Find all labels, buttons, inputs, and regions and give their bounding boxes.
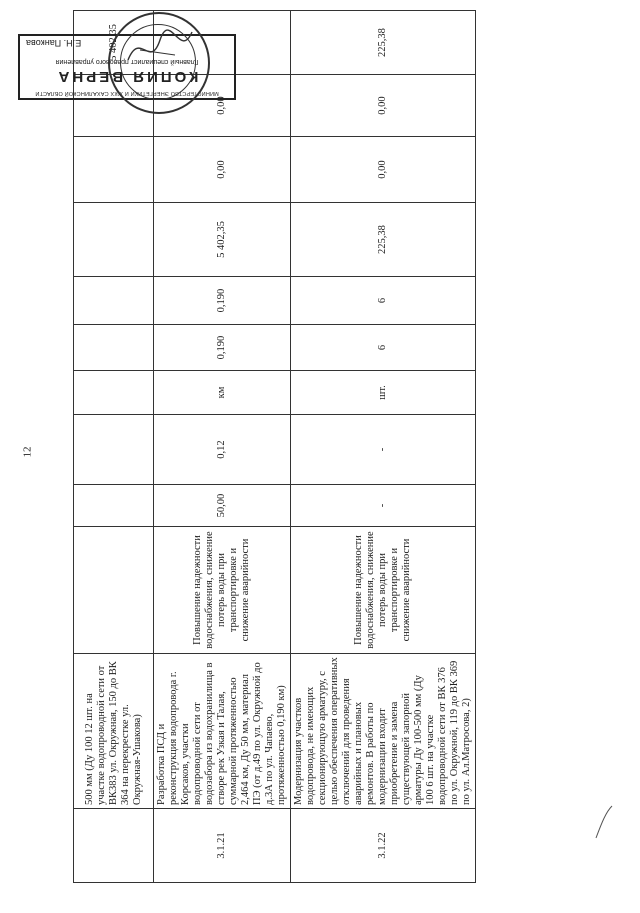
cell-value [74, 485, 154, 527]
row-number [74, 809, 154, 883]
cell-value: 50,00 [154, 485, 291, 527]
cell-value: 0,00 [154, 137, 291, 203]
cell-value: 0,190 [154, 325, 291, 371]
stamp-org: МИНИСТЕРСТВО ЭНЕРГЕТИКИ И ЖКХ САХАЛИНСКОЙ ОБЛАСТИ [35, 90, 219, 96]
cell-value: 0,12 [154, 415, 291, 485]
cell-total: 225,38 [291, 203, 476, 277]
stamp-dept: Главный специалист правового управления [55, 58, 199, 65]
cell-total: 5 402,35 [154, 203, 291, 277]
cell-value: - [291, 415, 476, 485]
cell-last: 5 402,35 [74, 11, 154, 75]
row-description: 500 мм (Ду 100 12 шт. на участке водопроводной сети от ВК383 ул. Окружная, 150 до ВК 364 на перекрестке ул. Окружная-Ушакова) [74, 654, 154, 809]
cell-unit [74, 371, 154, 415]
pen-mark [592, 802, 616, 842]
row-description: Разработка ПСД и реконструкция водопровода г. Корсаков, участки водопроводной сети от водозабора из водохранилища в створе рек Узкая и Талая, суммарной протяженностью 2,464 км, Ду 50 мм, материал ПЭ (от д.49 по ул. Окружной до д.3А по ул. Чапаево, протяженностью 0,190 км) [154, 654, 291, 809]
rotated-table-wrapper [73, 24, 472, 883]
stamp-name: Е.Н. Панкова [26, 38, 82, 48]
table-row [74, 11, 154, 883]
cell-value: 0,190 [154, 277, 291, 325]
cell-value: 0,00 [291, 75, 476, 137]
cell-unit: км [154, 371, 291, 415]
table-row [291, 11, 476, 883]
cell-value: 0,00 [154, 75, 291, 137]
cell-total [74, 203, 154, 277]
cell-unit: шт. [291, 371, 476, 415]
row-purpose: Повышение надежности водоснабжения, снижение потерь воды при транспортировке и снижение аварийности [291, 527, 476, 654]
cell-value [74, 325, 154, 371]
row-description: Модернизация участков водопровода, не имеющих секционирующую арматуру, с целью обеспечения оперативных отключений для проведения аварийных и плановых ремонтов. В работы по модернизации входит приобретение и замена существующей запорной арматуры Ду 100-500 мм (Ду 100 6 шт. на участке водопроводной сети от ВК 376 по ул. Окружной, 119 до ВК 369 по ул. Ал.Матросова, 2) [291, 654, 476, 809]
cell-value: 6 [291, 325, 476, 371]
row-purpose: Повышение надежности водоснабжения, снижение потерь воды при транспортировке и снижение аварийности [154, 527, 291, 654]
cell-value [74, 277, 154, 325]
stamp-title: КОПИЯ ВЕРНА [55, 68, 199, 85]
row-number: 3.1.22 [291, 809, 476, 883]
cell-value: - [291, 485, 476, 527]
cell-value [74, 137, 154, 203]
row-number: 3.1.21 [154, 809, 291, 883]
row-purpose [74, 527, 154, 654]
cell-value [74, 415, 154, 485]
cell-last: 225,38 [291, 11, 476, 75]
investment-table [73, 10, 476, 883]
cell-value: 6 [291, 277, 476, 325]
signature-mark [120, 20, 200, 80]
page-number: 12 [21, 446, 34, 458]
cell-value: 0,00 [291, 137, 476, 203]
table-row [154, 11, 291, 883]
